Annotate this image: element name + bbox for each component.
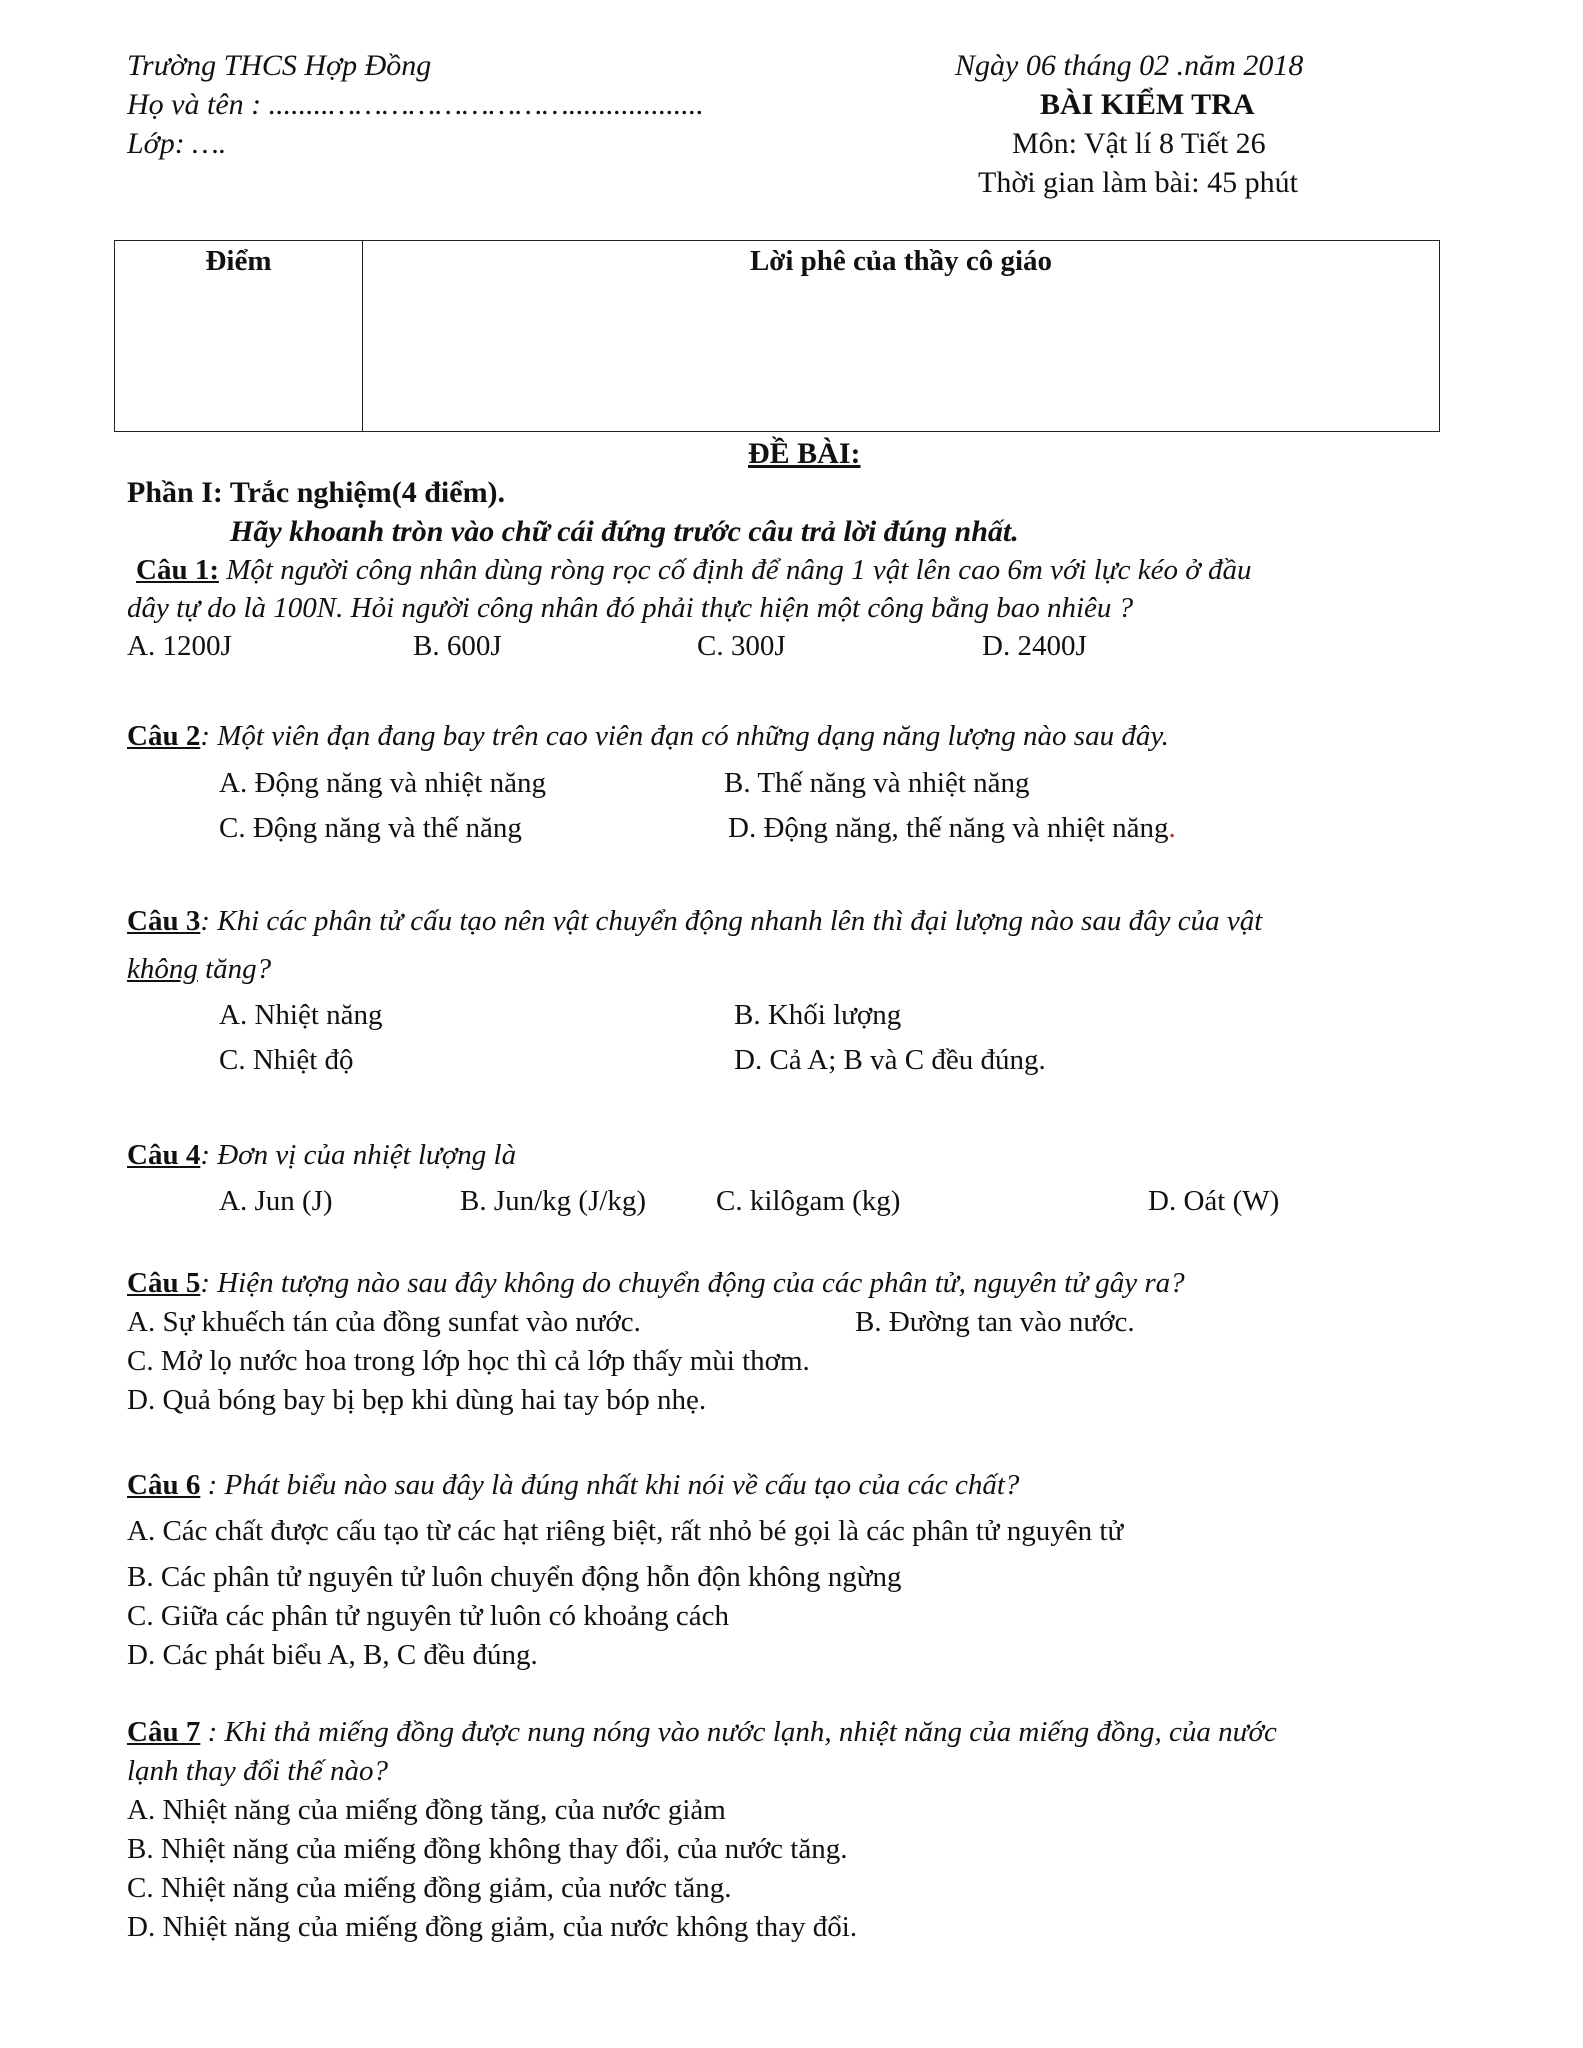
score-cell [115,241,363,432]
q6-option-a: A. Các chất được cấu tạo từ các hạt riêng biệt, rất nhỏ bé gọi là các phân tử nguyên tử [127,1515,1124,1547]
q2-option-d-period: . [1168,812,1176,844]
q4-option-b: B. Jun/kg (J/kg) [460,1185,647,1217]
student-name-field: Họ và tên : ........……………………….................. [127,88,704,121]
question-1 [136,552,1251,588]
subject-line: Môn: Vật lí 8 Tiết 26 [1012,127,1266,160]
q2-option-b: B. Thế năng và nhiệt năng [724,767,1030,799]
q3-option-b: B. Khối lượng [734,999,902,1031]
question-3-line2 [127,951,271,987]
question-1-line2: dây tự do là 100N. Hỏi người công nhân đó phải thực hiện một công bằng bao nhiêu ? [127,592,1134,624]
q1-option-d: D. 2400J [982,630,1087,662]
question-text: : Một viên đạn đang bay trên cao viên đạn có những dạng năng lượng nào sau đây. [200,720,1169,752]
question-3 [127,903,1262,939]
question-text: : Khi thả miếng đồng được nung nóng vào nước lạnh, nhiệt năng của miếng đồng, của nước [200,1716,1277,1748]
grade-table [114,240,1440,432]
q6-option-c: C. Giữa các phân tử nguyên tử luôn có khoảng cách [127,1600,730,1632]
q1-option-b: B. 600J [413,630,502,662]
q5-option-c: C. Mở lọ nước hoa trong lớp học thì cả lớp thấy mùi thơm. [127,1345,810,1377]
question-label: Câu 3 [127,905,201,937]
q5-option-a: A. Sự khuếch tán của đồng sunfat vào nước. [127,1306,641,1338]
q4-option-a: A. Jun (J) [219,1185,333,1217]
q4-option-d: D. Oát (W) [1148,1185,1280,1217]
q7-option-c: C. Nhiệt năng của miếng đồng giảm, của nước tăng. [127,1872,732,1904]
q7-option-a: A. Nhiệt năng của miếng đồng tăng, của nước giảm [127,1794,726,1826]
duration-line: Thời gian làm bài: 45 phút [978,166,1298,199]
question-text: Một người công nhân dùng ròng rọc cố định để nâng 1 vật lên cao 6m với lực kéo ở đầu [218,554,1252,586]
q3-option-d: D. Cả A; B và C đều đúng. [734,1044,1046,1076]
school-name: Trường THCS Hợp Đồng [127,49,432,82]
question-text: : Đơn vị của nhiệt lượng là [200,1139,517,1171]
exam-title: BÀI KIỂM TRA [1040,88,1255,121]
score-header: Điểm [205,245,272,277]
question-label: Câu 5 [127,1267,201,1299]
part1-instruction: Hãy khoanh tròn vào chữ cái đứng trước câu trả lời đúng nhất. [230,515,1019,548]
question-label: Câu 2 [127,720,201,752]
question-text-rest: tăng? [197,953,272,985]
question-label: Câu 6 [127,1469,201,1501]
q1-option-c: C. 300J [697,630,786,662]
emphasis-word: không [127,953,198,985]
question-6 [127,1467,1019,1503]
q7-option-d: D. Nhiệt năng của miếng đồng giảm, của nước không thay đổi. [127,1911,858,1943]
comment-cell [363,241,1440,432]
q5-option-b: B. Đường tan vào nước. [855,1306,1135,1338]
question-2 [127,718,1169,754]
question-label: Câu 7 [127,1716,201,1748]
q3-option-a: A. Nhiệt năng [219,999,383,1031]
question-4 [127,1137,516,1173]
question-text: : Khi các phân tử cấu tạo nên vật chuyển động nhanh lên thì đại lượng nào sau đây của vật [200,905,1263,937]
q6-option-d: D. Các phát biểu A, B, C đều đúng. [127,1639,538,1671]
q4-option-c: C. kilôgam (kg) [716,1185,901,1217]
exam-heading: ĐỀ BÀI: [748,437,861,470]
exam-date: Ngày 06 tháng 02 .năm 2018 [955,49,1304,82]
question-7-line2: lạnh thay đổi thế nào? [127,1755,388,1787]
question-label: Câu 4 [127,1139,201,1171]
q2-option-c: C. Động năng và thế năng [219,812,522,844]
q2-option-d [728,810,1176,846]
part1-title: Phần I: Trắc nghiệm(4 điểm). [127,476,506,509]
question-text: : Hiện tượng nào sau đây không do chuyển động của các phân tử, nguyên tử gây ra? [200,1267,1185,1299]
q5-option-d: D. Quả bóng bay bị bẹp khi dùng hai tay bóp nhẹ. [127,1384,707,1416]
question-7 [127,1714,1277,1750]
comment-header: Lời phê của thầy cô giáo [749,245,1053,277]
question-text: : Phát biểu nào sau đây là đúng nhất khi nói về cấu tạo của các chất? [200,1469,1020,1501]
question-label: Câu 1: [136,554,219,586]
q3-option-c: C. Nhiệt độ [219,1044,354,1076]
q1-option-a: A. 1200J [127,630,232,662]
q7-option-b: B. Nhiệt năng của miếng đồng không thay đổi, của nước tăng. [127,1833,848,1865]
class-field: Lớp: …. [127,127,227,160]
q6-option-b: B. Các phân tử nguyên tử luôn chuyển động hỗn độn không ngừng [127,1561,902,1593]
q2-option-d-text: D. Động năng, thế năng và nhiệt năng [728,812,1169,844]
q2-option-a: A. Động năng và nhiệt năng [219,767,546,799]
question-5 [127,1265,1185,1301]
